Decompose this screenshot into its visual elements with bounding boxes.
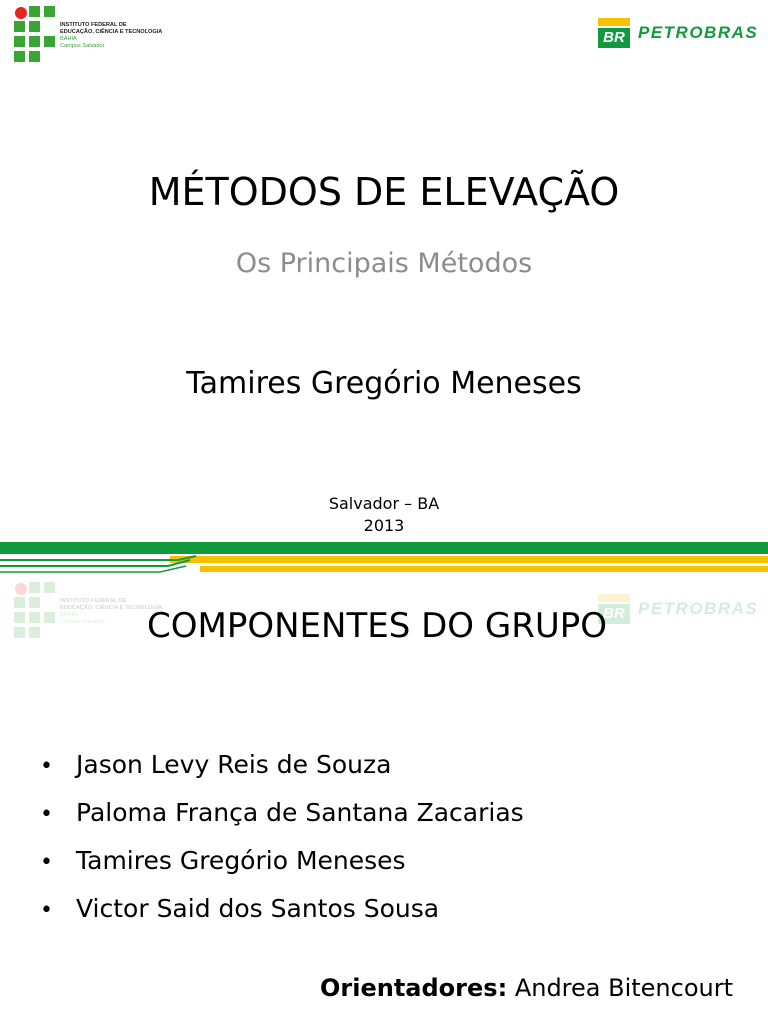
petrobras-wordmark: PETROBRAS: [638, 599, 759, 618]
petrobras-wordmark: PETROBRAS: [638, 23, 759, 42]
institution-logo-mark: [14, 6, 56, 66]
advisor-name: Andrea Bitencourt: [514, 974, 734, 1002]
bullet-icon: •: [40, 802, 53, 827]
bullet-icon: •: [40, 850, 53, 875]
list-item: • Victor Said dos Santos Sousa: [40, 886, 524, 934]
advisors-label: Orientadores:: [320, 974, 508, 1002]
bullet-icon: •: [40, 754, 53, 779]
decorative-stripe: [0, 540, 768, 576]
institution-logo: [14, 6, 162, 66]
list-item: • Tamires Gregório Meneses: [40, 838, 524, 886]
bullet-icon: •: [40, 898, 53, 923]
institution-logo-text: INSTITUTO FEDERAL DE EDUCAÇÃO, CIÊNCIA E TECNOLOGIA BAHIA Campus Salvador: [60, 598, 163, 625]
petrobras-br-mark: BR: [598, 594, 630, 624]
member-list: [40, 742, 524, 934]
petrobras-br-mark: BR: [598, 18, 630, 48]
place: Salvador – BA: [328, 494, 440, 513]
year: 2013: [363, 516, 405, 535]
petrobras-logo: [598, 594, 758, 624]
list-item: • Paloma França de Santana Zacarias: [40, 790, 524, 838]
institution-logo-text: INSTITUTO FEDERAL DE EDUCAÇÃO, CIÊNCIA E TECNOLOGIA BAHIA Campus Salvador: [60, 22, 163, 49]
institution-logo-mark: [14, 582, 56, 642]
list-item: • Jason Levy Reis de Souza: [40, 742, 524, 790]
advisors-line: [320, 974, 733, 1002]
slide-title: MÉTODOS DE ELEVAÇÃO: [148, 170, 620, 214]
place-and-year: [0, 493, 768, 537]
logo-red-dot: [15, 7, 27, 19]
petrobras-logo: [598, 18, 758, 48]
slide-title: COMPONENTES DO GRUPO: [147, 606, 607, 646]
slide-subtitle: Os Principais Métodos: [235, 248, 533, 279]
institution-logo: [14, 582, 162, 642]
author-name: Tamires Gregório Meneses: [186, 366, 582, 401]
